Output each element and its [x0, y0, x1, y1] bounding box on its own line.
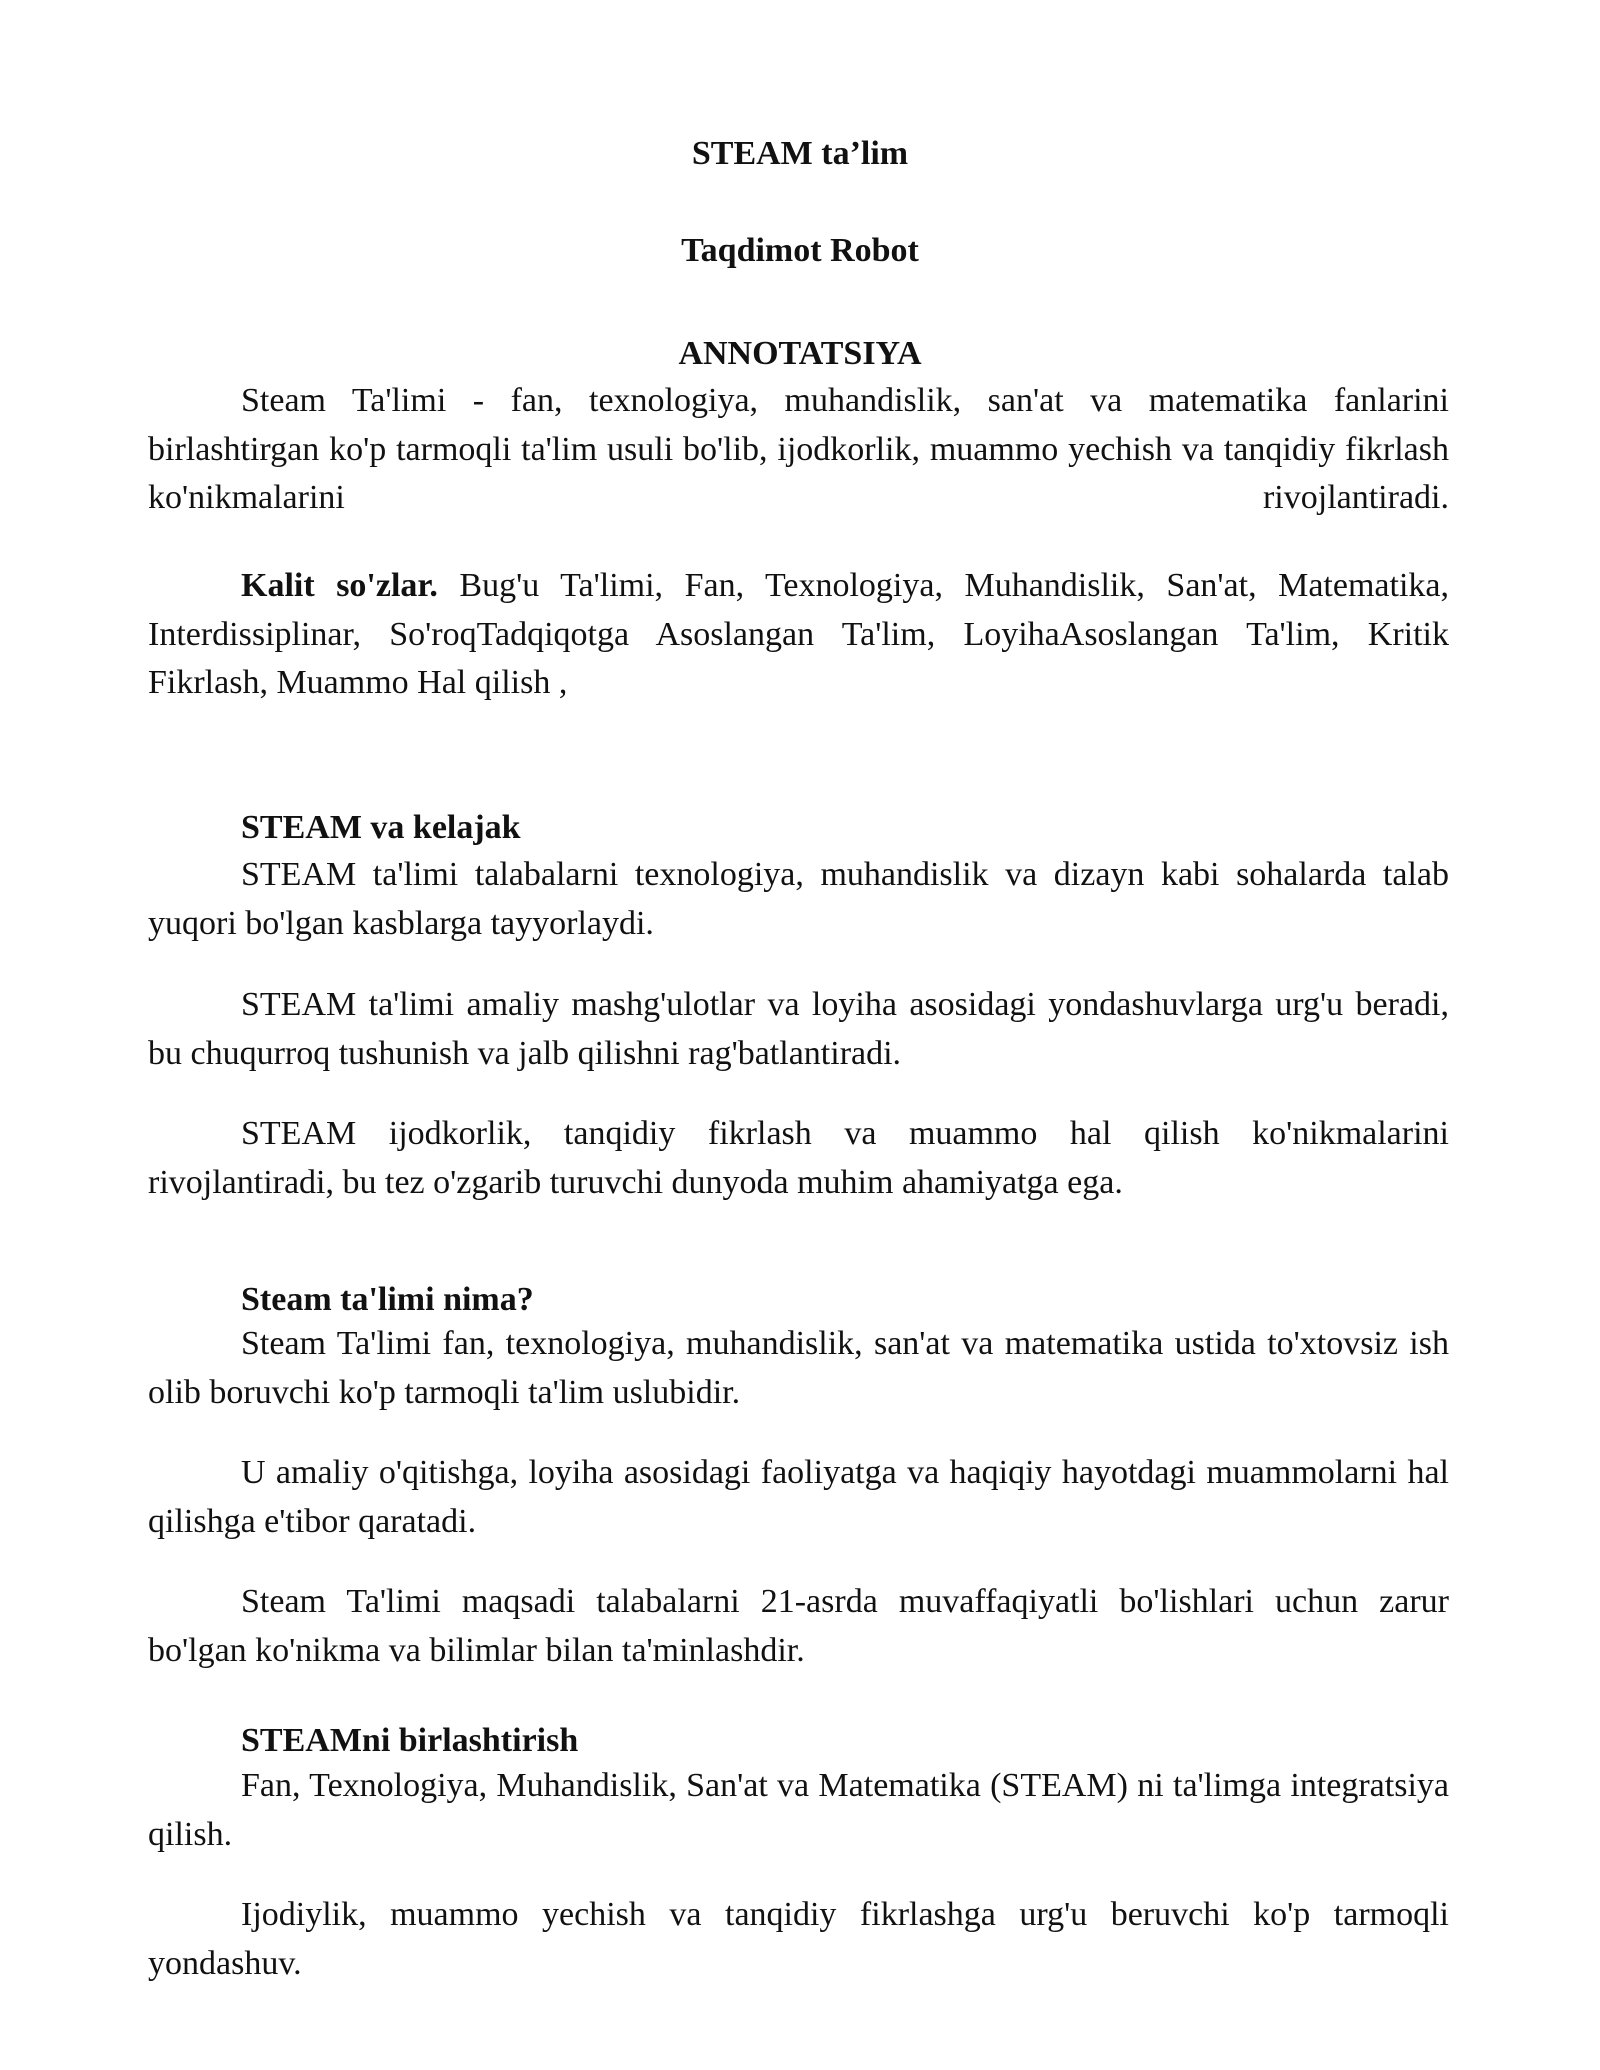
annotation-paragraph: Steam Ta'limi - fan, texnologiya, muhandislik, san'at va matematika fanlarini birlashtirgan ko'p tarmoqli ta'lim usuli bo'lib, ijodkorlik, muammo yechish va tanqidiy fikrlash ko'nikmalarini rivojlantiradi.: [148, 382, 1449, 516]
section-heading: STEAM va kelajak: [241, 809, 521, 846]
section-paragraph: Fan, Texnologiya, Muhandislik, San'at va Matematika (STEAM) ni ta'limga integratsiya qilish.: [148, 1767, 1449, 1853]
document-subtitle: Taqdimot Robot: [681, 232, 919, 269]
section-paragraph: STEAM ijodkorlik, tanqidiy fikrlash va muammo hal qilish ko'nikmalarini rivojlantiradi, bu tez o'zgarib turuvchi dunyoda muhim ahamiyatga ega.: [148, 1115, 1449, 1201]
annotation-heading: ANNOTATSIYA: [678, 335, 922, 372]
section-paragraph: Ijodiylik, muammo yechish va tanqidiy fikrlashga urg'u beruvchi ko'p tarmoqli yondashuv.: [148, 1896, 1449, 1982]
keywords-label: Kalit so'zlar.: [241, 567, 438, 604]
keywords-text: Bug'u Ta'limi, Fan, Texnologiya, Muhandislik, San'at, Matematika, Interdissiplinar, So'roqTadqiqotga Asoslangan Ta'lim, LoyihaAsoslangan Ta'lim, Kritik Fikrlash, Muammo Hal qilish ,: [148, 567, 1449, 701]
section-paragraph: Steam Ta'limi fan, texnologiya, muhandislik, san'at va matematika ustida to'xtovsiz ish olib boruvchi ko'p tarmoqli ta'lim uslubidir.: [148, 1325, 1449, 1411]
section-heading: Steam ta'limi nima?: [241, 1281, 534, 1318]
section-paragraph: Steam Ta'limi maqsadi talabalarni 21-asrda muvaffaqiyatli bo'lishlari uchun zarur bo'lgan ko'nikma va bilimlar bilan ta'minlashdir.: [148, 1583, 1449, 1669]
section-heading: STEAMni birlashtirish: [241, 1722, 579, 1759]
keywords-paragraph: [148, 562, 1449, 708]
section-paragraph: U amaliy o'qitishga, loyiha asosidagi faoliyatga va haqiqiy hayotdagi muammolarni hal qilishga e'tibor qaratadi.: [148, 1454, 1449, 1540]
document-title: STEAM ta’lim: [691, 135, 909, 172]
section-paragraph: STEAM ta'limi talabalarni texnologiya, muhandislik va dizayn kabi sohalarda talab yuqori bo'lgan kasblarga tayyorlaydi.: [148, 856, 1449, 942]
section-paragraph: STEAM ta'limi amaliy mashg'ulotlar va loyiha asosidagi yondashuvlarga urg'u beradi, bu chuqurroq tushunish va jalb qilishni rag'batlantiradi.: [148, 986, 1449, 1072]
